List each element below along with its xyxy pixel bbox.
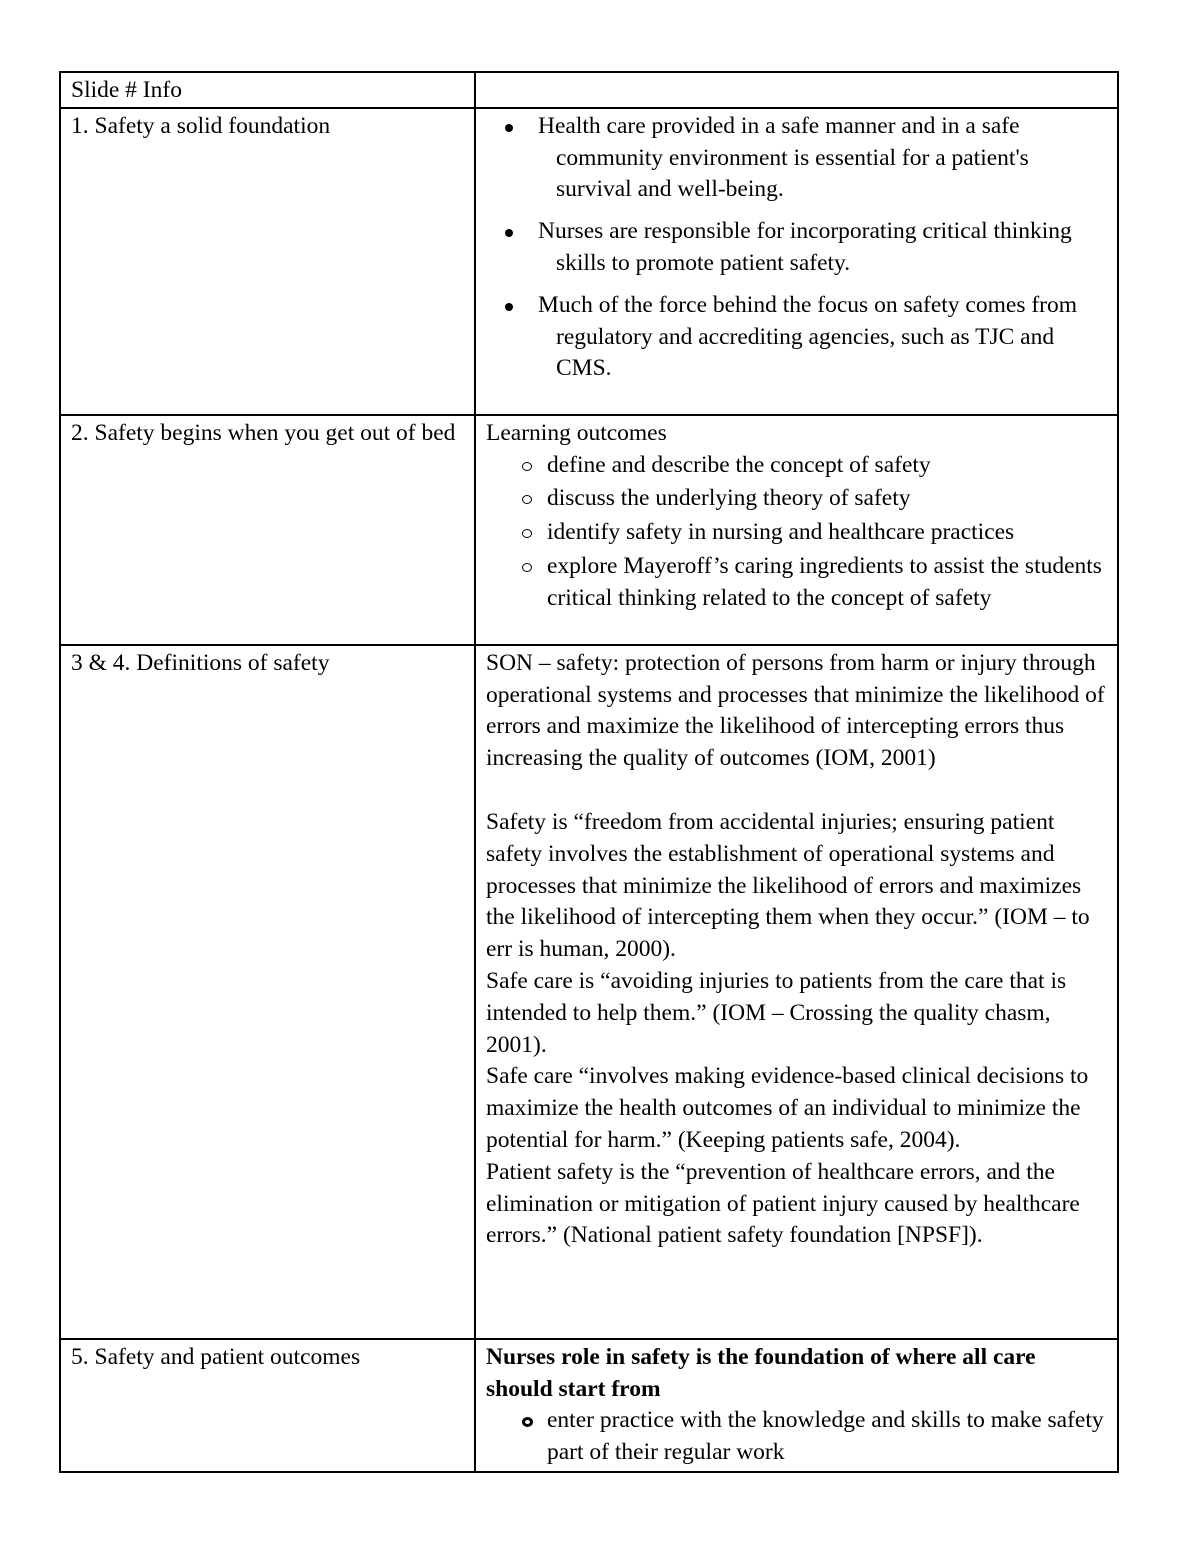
list-item-text: explore Mayeroff’s caring ingredients to assist the students critical thinking related to the concept of safety [547, 552, 1102, 611]
list-item [486, 111, 1107, 206]
list-item-text: enter practice with the knowledge and skills to make safety part of their regular work [547, 1407, 1104, 1466]
circle-bullet-icon [522, 529, 532, 538]
slide-label-cell [60, 645, 475, 1339]
definition-paragraph: Safety is “freedom from accidental injuries; ensuring patient safety involves the establishment of operational systems and processes that minimize the likelihood of errors and maximizes the likelihood of intercepting them when they occur.” (IOM – to err is human, 2000). [486, 808, 1090, 963]
header-left-cell [60, 72, 475, 108]
slide-label: 5. Safety and patient outcomes [71, 1343, 361, 1370]
circle-bullet-icon [522, 495, 532, 504]
list-item [486, 483, 1107, 515]
table-header-row [60, 72, 1118, 108]
section-heading: Nurses role in safety is the foundation of where all care should start from [486, 1343, 1036, 1402]
slide-label-cell [60, 108, 475, 415]
slide-label-cell [60, 415, 475, 645]
bullet-icon [505, 303, 513, 311]
list-item-text: discuss the underlying theory of safety [547, 485, 911, 512]
bullet-list [486, 111, 1107, 385]
slide-notes-table [59, 71, 1119, 1473]
circle-bullet-icon [522, 462, 532, 471]
bullet-icon [505, 124, 513, 132]
list-item [486, 517, 1107, 549]
slide-label: 2. Safety begins when you get out of bed [71, 419, 456, 446]
bullet-text: Nurses are responsible for incorporating critical thinking skills to promote patient safety. [538, 218, 1072, 276]
slide-content-cell [475, 645, 1118, 1339]
circle-bullet-icon [522, 1417, 533, 1427]
section-heading: Learning outcomes [486, 419, 667, 446]
definition-paragraph: SON – safety: protection of persons from harm or injury through operational systems and processes that minimize the likelihood of errors and maximize the likelihood of intercepting errors thus increasing the quality of outcomes (IOM, 2001) [486, 649, 1105, 772]
header-left-label: Slide # Info [71, 77, 182, 103]
table-row [60, 645, 1118, 1339]
list-item-text: define and describe the concept of safety [547, 451, 931, 478]
slide-content-cell [475, 108, 1118, 415]
table-row [60, 415, 1118, 645]
definition-paragraph: Safe care “involves making evidence-based clinical decisions to maximize the health outcomes of an individual to minimize the potential for harm.” (Keeping patients safe, 2004). [486, 1063, 1089, 1153]
list-item [486, 216, 1107, 280]
bullet-icon [505, 229, 513, 237]
bullet-text: Much of the force behind the focus on safety comes from regulatory and accrediting agencies, such as TJC and CMS. [538, 291, 1078, 382]
bullet-text: Health care provided in a safe manner and in a safe community environment is essential for a patient's survival and well-being. [538, 112, 1029, 203]
table-row [60, 1339, 1118, 1472]
slide-content-cell [475, 415, 1118, 645]
slide-label: 1. Safety a solid foundation [71, 112, 331, 139]
role-list [486, 1405, 1107, 1469]
paragraph-spacer [486, 775, 1107, 807]
table-row [60, 108, 1118, 415]
slide-label: 3 & 4. Definitions of safety [71, 649, 330, 676]
slide-label-cell [60, 1339, 475, 1472]
outcome-list [486, 450, 1107, 615]
list-item-text: identify safety in nursing and healthcare practices [547, 519, 1015, 546]
definition-paragraph: Safe care is “avoiding injuries to patients from the care that is intended to help them.” (IOM – Crossing the quality chasm, 2001). [486, 967, 1067, 1058]
list-item [486, 551, 1107, 615]
definition-paragraph: Patient safety is the “prevention of healthcare errors, and the elimination or mitigation of patient injury caused by healthcare errors.” (National patient safety foundation [NPSF]). [486, 1158, 1080, 1249]
list-item [486, 1405, 1107, 1469]
list-item [486, 450, 1107, 482]
header-right-cell [475, 72, 1118, 108]
list-item [486, 290, 1107, 385]
slide-content-cell [475, 1339, 1118, 1472]
circle-bullet-icon [522, 563, 532, 572]
